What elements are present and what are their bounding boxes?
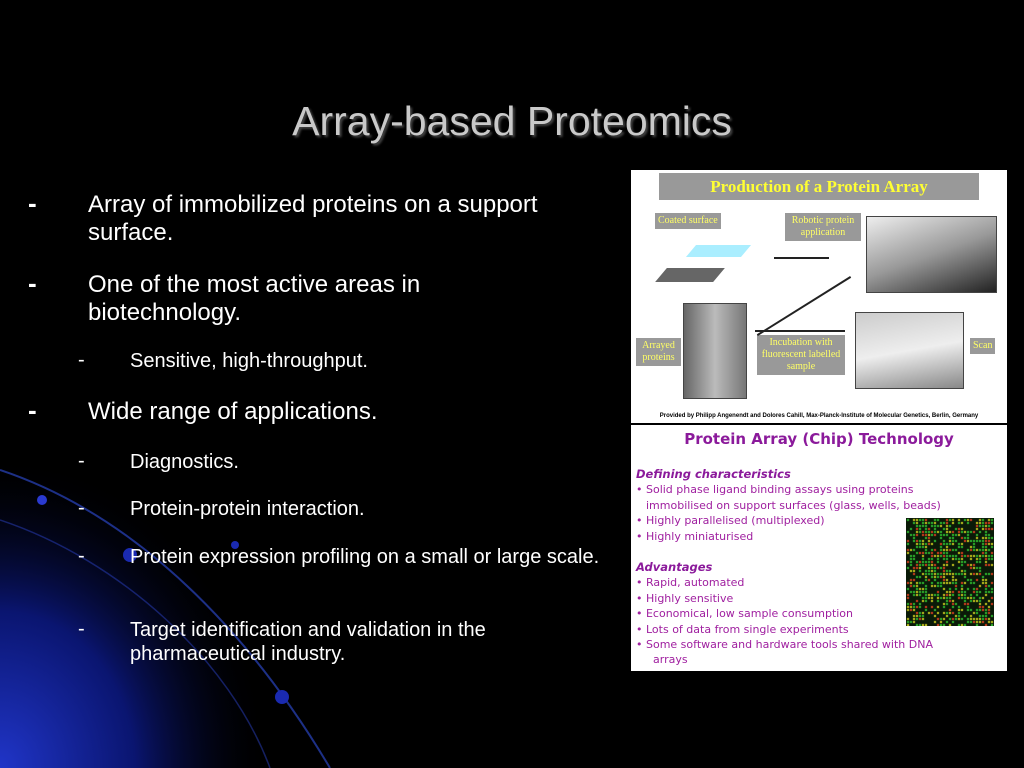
list-item: • Economical, low sample consumption: [636, 607, 854, 620]
list-item: • Highly miniaturised: [636, 530, 754, 543]
microarray-image: [906, 518, 994, 626]
label-scan: Scan: [970, 338, 995, 354]
section-heading: Defining characteristics: [636, 467, 791, 481]
list-item: • Solid phase ligand binding assays using proteins: [636, 483, 914, 496]
list-item: arrays: [653, 653, 688, 666]
slide-title: Array-based Proteomics: [292, 98, 732, 144]
list-item: • Rapid, automated: [636, 576, 745, 589]
bullet: - Array of immobilized proteins on a support surface.: [28, 188, 538, 246]
scanner-photo: [855, 312, 964, 389]
label-robotic: Robotic protein application: [785, 213, 861, 241]
arrow-icon: [757, 276, 851, 336]
arrow-icon: [774, 257, 829, 259]
protein-chip-technology-figure: [631, 425, 1007, 671]
list-item: • Some software and hardware tools shared with DNA: [636, 638, 933, 651]
coated-slide-icon: [686, 245, 751, 257]
surface-icon: [655, 268, 725, 282]
label-coated-surface: Coated surface: [655, 213, 721, 229]
sub-bullet: - Diagnostics.: [78, 450, 239, 473]
sub-bullet: - Protein expression profiling on a small or large scale.: [78, 545, 600, 568]
list-item: • Highly parallelised (multiplexed): [636, 514, 825, 527]
label-incubation: Incubation with fluorescent labelled sample: [757, 335, 845, 375]
sub-bullet: - Sensitive, high-throughput.: [78, 349, 368, 372]
bullet: - Wide range of applications.: [28, 395, 378, 425]
bullet-marker: -: [28, 188, 37, 218]
section-heading: Advantages: [636, 560, 713, 574]
list-item: immobilised on support surfaces (glass, wells, beads): [646, 499, 941, 512]
arrow-icon: [755, 330, 845, 332]
figure-title: Protein Array (Chip) Technology: [684, 430, 954, 448]
robot-photo: [866, 216, 997, 293]
bullet: - One of the most active areas in biotechnology.: [28, 268, 421, 326]
figure-credit: Provided by Philipp Angenendt and Dolores Cahill, Max-Planck-Institute of Molecular Genetics, Berlin, Germany: [659, 413, 979, 419]
sub-bullet: - Protein-protein interaction.: [78, 497, 365, 520]
list-item: • Lots of data from single experiments: [636, 623, 849, 636]
sub-bullet: - Target identification and validation in the pharmaceutical industry.: [78, 618, 486, 665]
list-item: • Highly sensitive: [636, 592, 734, 605]
arrayed-slide-photo: [683, 303, 747, 399]
figure-title: Production of a Protein Array: [659, 173, 979, 200]
label-arrayed: Arrayed proteins: [636, 338, 681, 366]
protein-array-production-figure: [631, 170, 1007, 423]
bullet-marker: -: [28, 395, 37, 425]
bullet-marker: -: [28, 268, 37, 298]
